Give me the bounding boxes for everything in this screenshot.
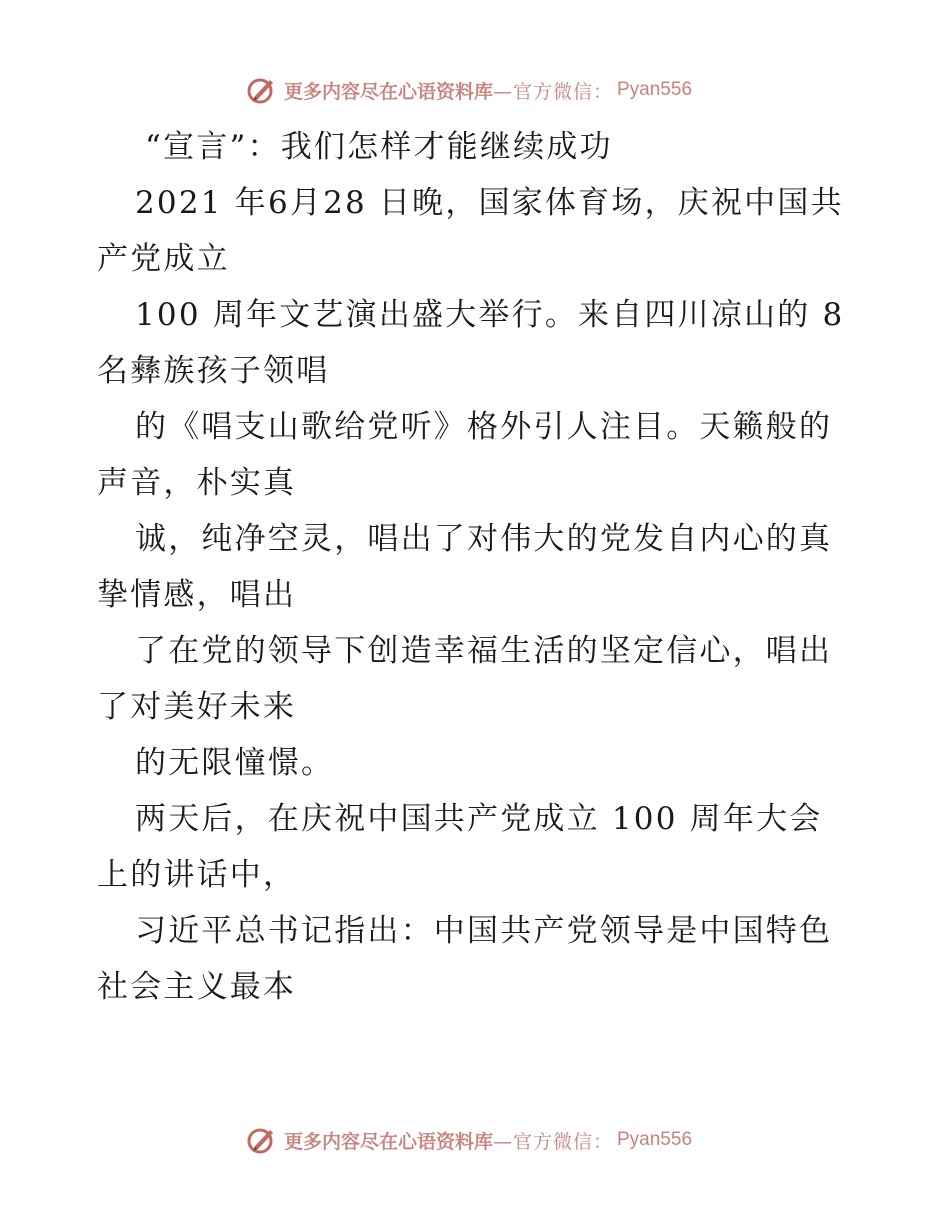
body-line: 的无限憧憬。 [135,745,335,781]
watermark-wechat-id: Pyan556 [617,79,693,100]
document-body [97,119,857,1015]
body-line: 2021 年6月28 日晚，国家体育场，庆祝中国共 [135,185,844,221]
body-line: 100 周年文艺演出盛大举行。来自四川凉山的 8 [135,297,845,333]
body-line: 上的讲话中， [97,857,297,893]
watermark-main-text: 更多内容尽在心语资料库 [283,80,493,103]
document-title: “宣言”：我们怎样才能继续成功 [145,129,613,165]
body-line: 习近平总书记指出：中国共产党领导是中国特色 [135,913,833,949]
body-line: 挚情感，唱出 [97,577,297,613]
pen-logo-icon [246,74,278,106]
body-line: 的《唱支山歌给党听》格外引人注目。天籁般的 [135,409,833,445]
footer-watermark [0,1120,950,1160]
watermark-main-text: 更多内容尽在心语资料库 [283,1130,493,1153]
body-line: 声音，朴实真 [97,465,297,501]
header-watermark [0,70,950,110]
watermark-separator-text: —官方微信： [492,1130,613,1153]
watermark-wechat-id: Pyan556 [617,1129,693,1150]
body-line: 社会主义最本 [97,969,297,1005]
body-line: 了在党的领导下创造幸福生活的坚定信心，唱出 [135,633,833,669]
body-line: 了对美好未来 [97,689,297,725]
body-line: 两天后，在庆祝中国共产党成立 100 周年大会 [135,801,823,837]
body-line: 诚，纯净空灵，唱出了对伟大的党发自内心的真 [135,521,833,557]
pen-logo-icon [246,1124,278,1156]
body-line: 产党成立 [97,241,230,277]
watermark-separator-text: —官方微信： [492,80,613,103]
body-line: 名彝族孩子领唱 [97,353,330,389]
